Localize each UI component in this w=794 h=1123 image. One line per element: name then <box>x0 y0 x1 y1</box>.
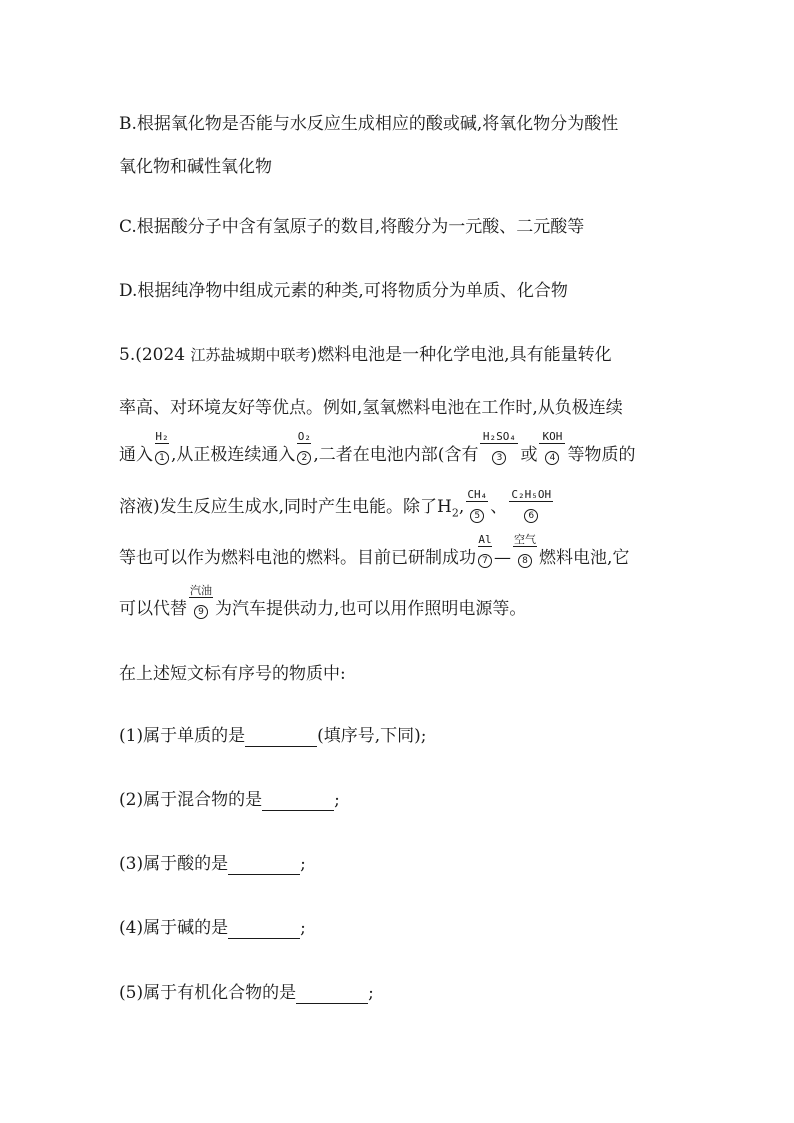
answer-blank-5[interactable] <box>296 985 368 1004</box>
q5-source: 江苏盐城期中联考 <box>190 346 311 364</box>
option-b-line1: B.根据氧化物是否能与水反应生成相应的酸或碱,将氧化物分为酸性 <box>119 114 619 134</box>
label-gasoline: 汽油 9 <box>190 584 212 617</box>
q5-line1 <box>119 344 612 366</box>
sub-question-2: (2)属于混合物的是 ; <box>119 790 340 810</box>
q5-number: 5.(2024 <box>119 345 186 365</box>
option-b-line2: 氧化物和碱性氧化物 <box>119 157 272 177</box>
sub-question-3: (3)属于酸的是 ; <box>119 854 306 874</box>
label-h2: H₂ 1 <box>155 430 169 463</box>
sub-question-5: (5)属于有机化合物的是 ; <box>119 983 374 1003</box>
label-air: 空气 8 <box>514 533 536 566</box>
q5-intro: 在上述短文标有序号的物质中: <box>119 664 346 684</box>
label-h2so4: H₂SO₄ 3 <box>480 445 518 466</box>
answer-blank-2[interactable] <box>262 792 334 811</box>
option-c: C.根据酸分子中含有氢原子的数目,将酸分为一元酸、二元酸等 <box>119 217 585 237</box>
label-koh: KOH 4 <box>539 445 565 466</box>
label-al: Al 7 <box>478 533 492 566</box>
label-ch4: CH₄ 5 <box>467 488 488 522</box>
sub-question-1: (1)属于单质的是 (填序号,下同); <box>119 726 427 746</box>
answer-blank-3[interactable] <box>228 856 300 875</box>
answer-blank-1[interactable] <box>245 728 317 747</box>
q5-line6: 可以代替 汽油 9 为汽车提供动力,也可以用作照明电源等。 <box>119 584 527 619</box>
q5-line3: 通入 H₂ 1 ,从正极连续通入 O₂ 2 ,二者在电池内部(含有 H₂SO₄ 3 或 KOH 4 等物质的 <box>119 430 636 465</box>
q5-line4: 溶液)发生反应生成水,同时产生电能。除了$H_2$, CH₄ 5 、 C₂H₅OH 6 <box>119 496 555 524</box>
answer-blank-4[interactable] <box>228 920 300 939</box>
label-c2h5oh: C₂H₅OH 6 <box>509 503 553 524</box>
q5-line1-text: 燃料电池是一种化学电池,具有能量转化 <box>317 345 612 365</box>
sub-question-4: (4)属于碱的是 ; <box>119 918 306 938</box>
q5-line5: 等也可以作为燃料电池的燃料。目前已研制成功 Al 7 — 空气 8 燃料电池,它 <box>119 533 630 568</box>
label-o2: O₂ 2 <box>297 430 312 463</box>
q5-close-paren: ) <box>310 345 318 365</box>
q5-line2: 率高、对环境友好等优点。例如,氢氧燃料电池在工作时,从负极连续 <box>119 398 623 418</box>
option-d: D.根据纯净物中组成元素的种类,可将物质分为单质、化合物 <box>119 281 568 301</box>
